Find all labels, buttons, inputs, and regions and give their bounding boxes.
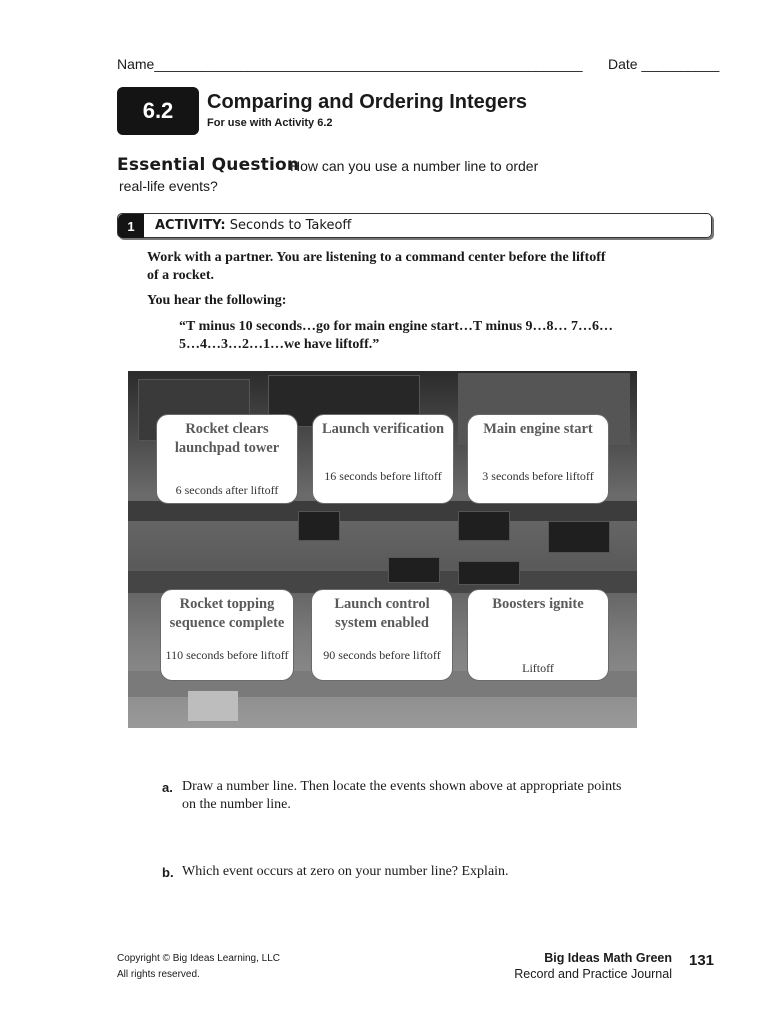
section-number-badge: 6.2	[117, 87, 199, 135]
book-subtitle: Record and Practice Journal	[514, 967, 672, 981]
essential-question-label: Essential Question	[117, 155, 300, 175]
event-detail: 110 seconds before liftoff	[165, 648, 289, 662]
event-title: Launch control system enabled	[334, 596, 430, 631]
rights-notice: All rights reserved.	[117, 969, 200, 980]
event-detail: 90 seconds before liftoff	[323, 648, 441, 662]
event-title: Main engine start	[483, 421, 593, 437]
activity-number-badge: 1	[118, 214, 144, 238]
activity-prefix: ACTIVITY:	[155, 218, 226, 233]
intro-paragraph: Work with a partner. You are listening to a command center before the liftoff of a rocket.	[147, 250, 606, 283]
event-detail: 6 seconds after liftoff	[175, 483, 279, 497]
event-title: Launch verification	[321, 421, 445, 437]
event-card	[467, 414, 609, 504]
event-title: Boosters ignite	[492, 596, 584, 612]
event-card	[311, 589, 453, 681]
name-field[interactable]: Name_______________________________________________________	[117, 56, 583, 72]
section-title: Comparing and Ordering Integers	[207, 91, 528, 113]
event-detail: 3 seconds before liftoff	[482, 469, 594, 483]
event-detail: 16 seconds before liftoff	[324, 469, 442, 483]
question-a-text: Draw a number line. Then locate the events shown above at appropriate points on the number line.	[182, 779, 622, 812]
activity-header-label	[155, 218, 351, 233]
book-title: Big Ideas Math Green	[544, 951, 672, 965]
event-detail: Liftoff	[522, 661, 554, 675]
section-subtitle: For use with Activity 6.2	[207, 117, 333, 129]
copyright-notice: Copyright © Big Ideas Learning, LLC	[117, 953, 281, 964]
hear-paragraph: You hear the following:	[147, 293, 287, 308]
date-field[interactable]: Date __________	[608, 56, 720, 72]
activity-title: Seconds to Takeoff	[229, 218, 352, 233]
countdown-quote: “T minus 10 seconds…go for main engine start…T minus 9…8… 7…6…5…4…3…2…1…we have liftoff.”	[179, 319, 614, 352]
event-card	[312, 414, 454, 504]
event-title: Rocket topping sequence complete	[169, 596, 285, 631]
page-number: 131	[689, 952, 715, 969]
event-card	[467, 589, 609, 681]
event-title: Rocket clears launchpad tower	[174, 421, 280, 456]
essential-question-text-continued: real-life events?	[119, 178, 218, 194]
mission-control-photo	[128, 371, 637, 728]
event-card	[160, 589, 294, 681]
event-card	[156, 414, 298, 504]
question-b-label: b.	[162, 865, 174, 880]
essential-question-text: How can you use a number line to order	[290, 158, 539, 174]
question-b-text: Which event occurs at zero on your number line? Explain.	[182, 864, 509, 879]
question-a-label: a.	[162, 780, 173, 795]
